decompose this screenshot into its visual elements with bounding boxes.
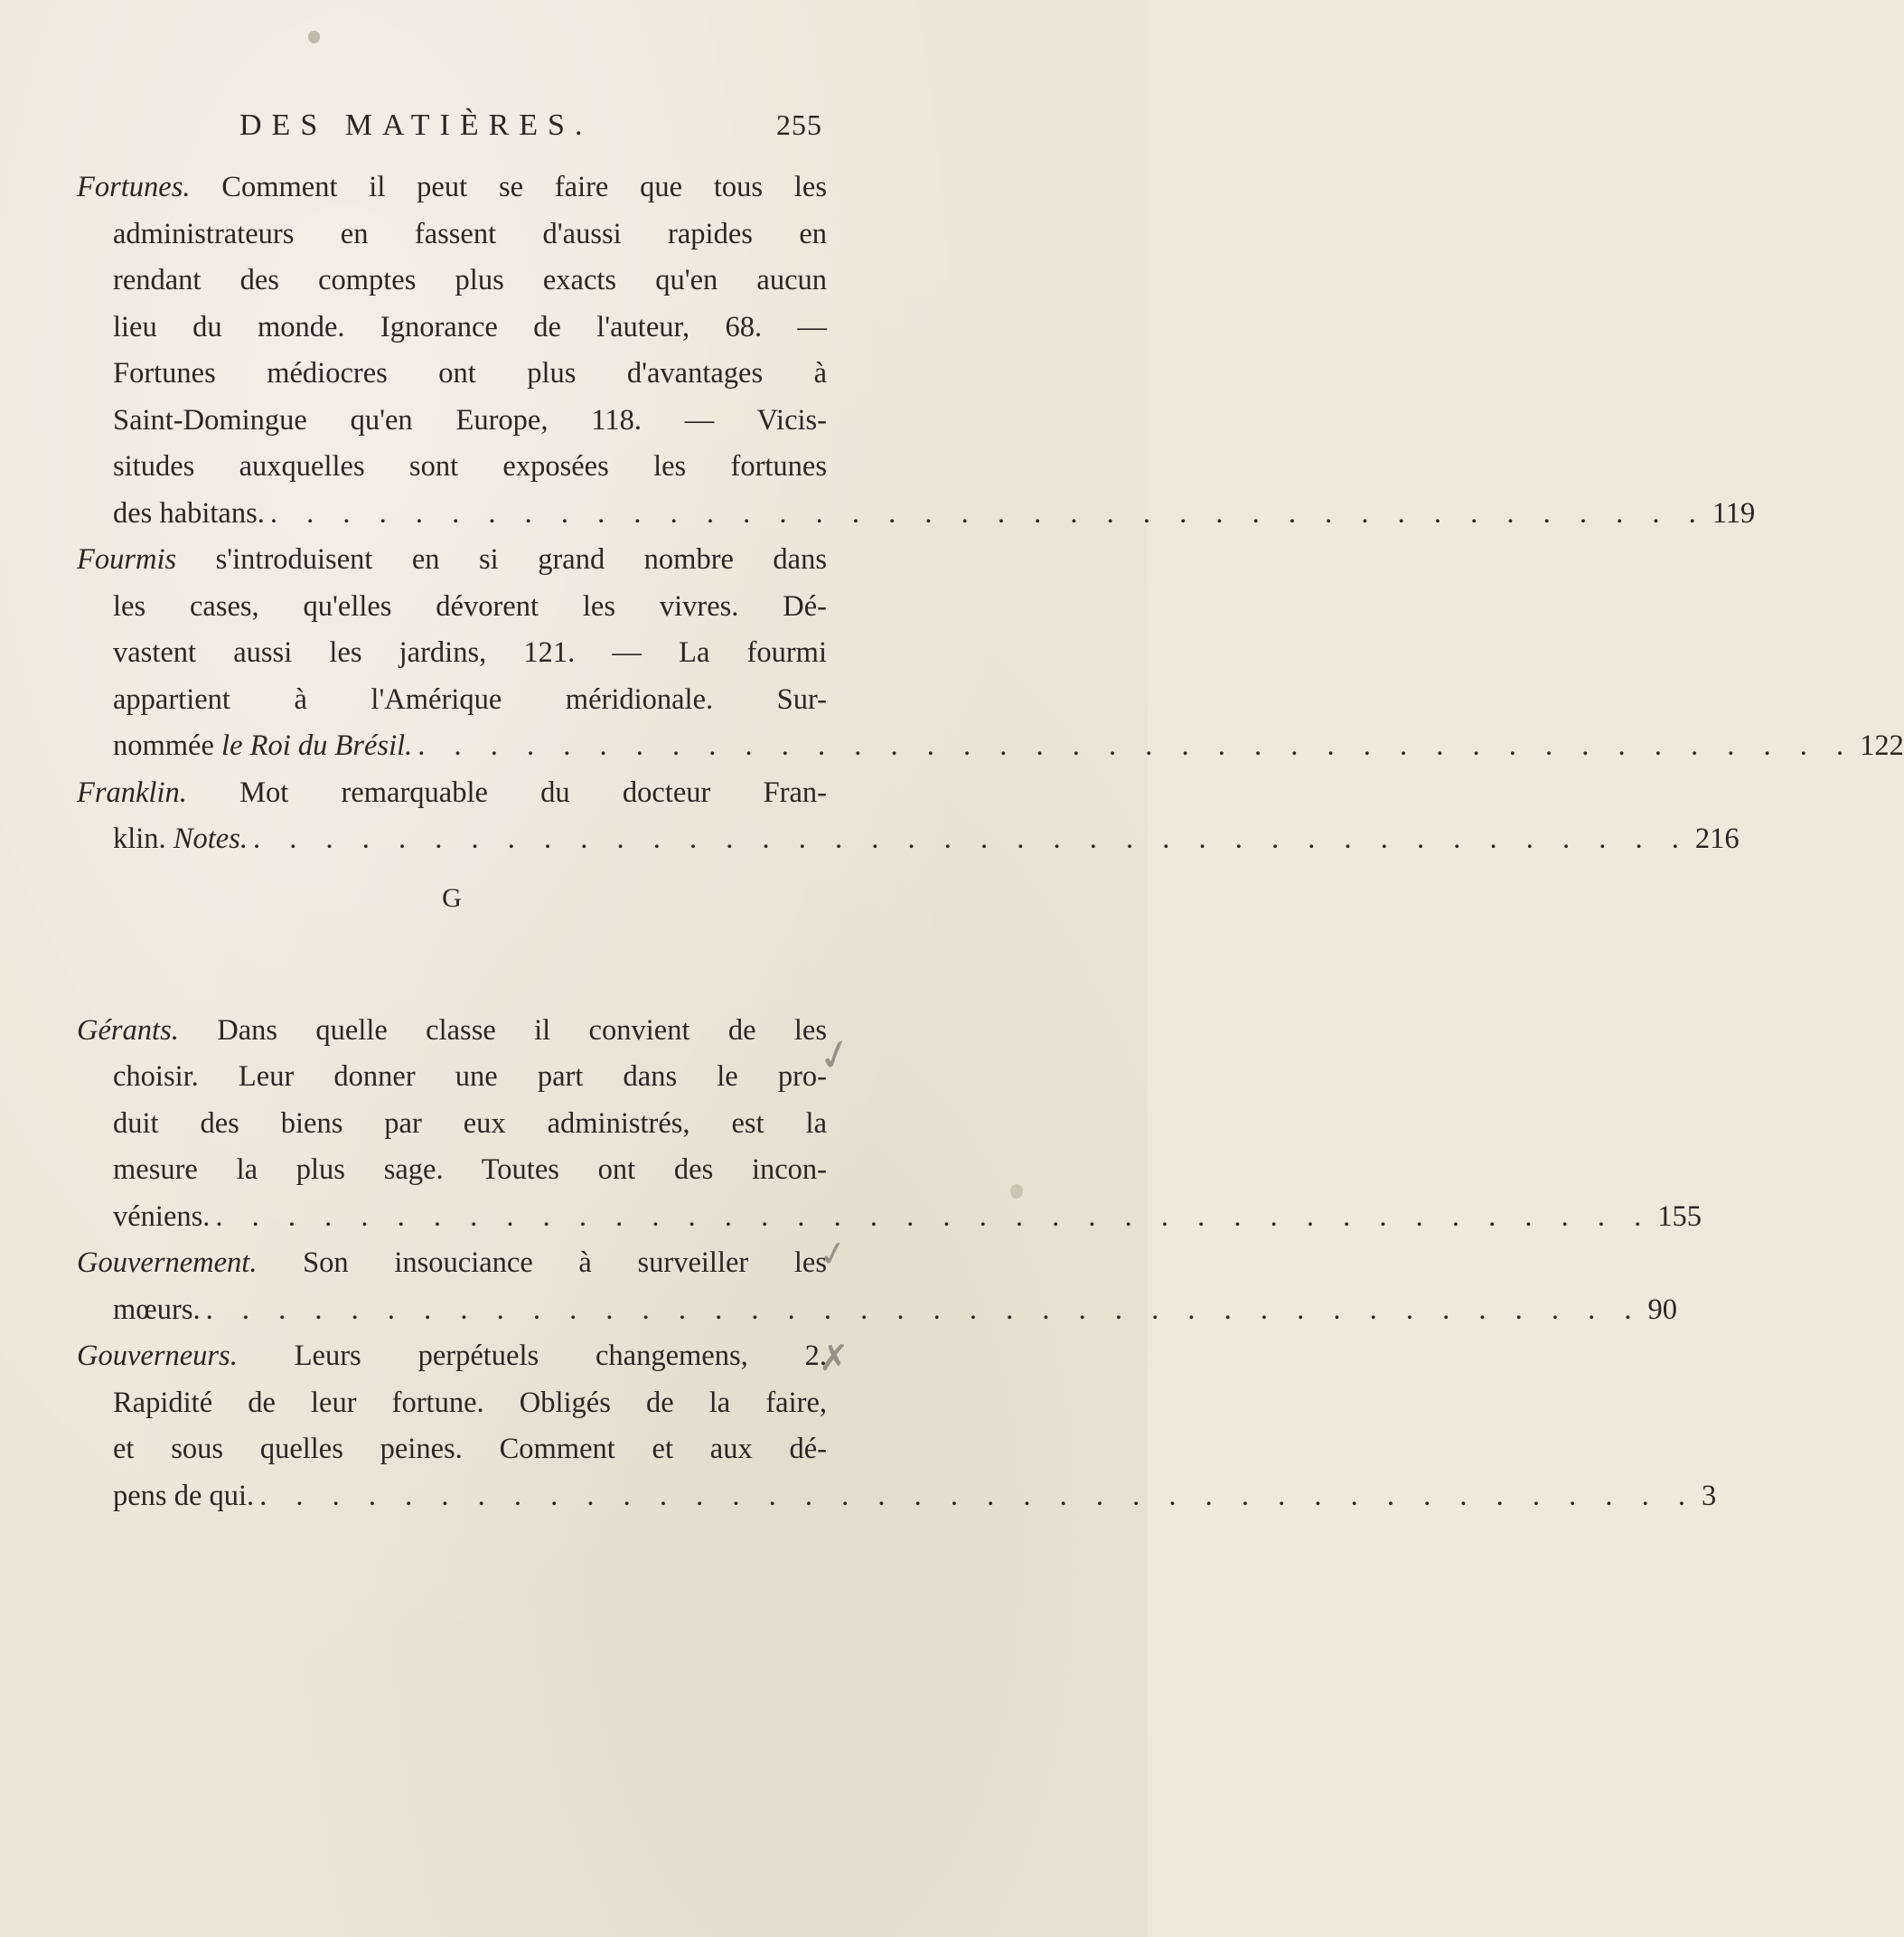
- index-entries-g: [77, 1008, 1717, 1520]
- line-text: [113, 636, 827, 669]
- line-text: [77, 1340, 827, 1372]
- line-text: [113, 1107, 827, 1140]
- index-line: [77, 537, 827, 584]
- entry-text: Saint-Domingue qu'en Europe, 118. — Vicis-: [113, 403, 827, 437]
- line-text: [113, 1153, 827, 1186]
- running-header: [239, 108, 822, 154]
- entry-text: et sous quelles peines. Comment et aux dé-: [113, 1433, 827, 1465]
- section-heading: [77, 863, 827, 1008]
- line-text: [113, 311, 827, 343]
- entry-text: duit des biens par eux administrés, est la: [113, 1106, 827, 1140]
- line-text: [113, 491, 265, 538]
- index-line: [77, 351, 827, 398]
- entry-text: Fortunes médiocres ont plus d'avantages à: [113, 357, 827, 390]
- line-text: [113, 1387, 827, 1419]
- page-reference: 216: [1694, 823, 1740, 855]
- entry-text: mœurs.: [113, 1293, 201, 1326]
- entry-text: nommée: [113, 729, 222, 762]
- entry-text: Rapidité de leur fortune. Obligés de la faire,: [113, 1386, 827, 1419]
- entry-text: Comment il peut se faire que tous les: [190, 171, 827, 203]
- page-reference: 3: [1702, 1479, 1717, 1512]
- index-line: [77, 305, 827, 352]
- entry-text: des habitans.: [113, 496, 265, 530]
- line-text: [113, 1433, 827, 1465]
- entry-text: lieu du monde. Ignorance de l'auteur, 68. —: [113, 310, 827, 343]
- index-line: [77, 444, 827, 491]
- dot-leader: . . . . . . . . . . . . . . . . . . . . . . . . . . . . . . . . . . . . . . . .: [269, 496, 1707, 530]
- line-text: [113, 1194, 210, 1241]
- pencil-x-mark: ✗: [819, 1338, 849, 1379]
- index-body: [77, 165, 1904, 1519]
- entry-headword: Fortunes.: [77, 171, 191, 203]
- line-text: [113, 816, 248, 863]
- pencil-check-mark: ✓: [815, 1231, 851, 1276]
- index-line: [77, 1426, 827, 1473]
- entry-headword: Gouvernement.: [77, 1246, 258, 1279]
- entry-text: Leurs perpétuels changemens, 2.: [237, 1340, 827, 1372]
- index-entries-f: [77, 165, 1904, 863]
- index-line: [77, 723, 1904, 770]
- index-line: [77, 1240, 827, 1287]
- entry-text: Mot remarquable du docteur Fran-: [186, 776, 827, 809]
- entry-text: vastent aussi les jardins, 121. — La fourmi: [113, 636, 827, 669]
- line-text: [113, 723, 412, 770]
- dot-leader: . . . . . . . . . . . . . . . . . . . . . . . . . . . . . . . . . . . . . . . .: [417, 729, 1855, 762]
- line-text: [77, 171, 827, 203]
- index-line: [77, 491, 1756, 538]
- dot-leader: . . . . . . . . . . . . . . . . . . . . . . . . . . . . . . . . . . . . . . . .: [215, 1199, 1653, 1233]
- line-text: [77, 1014, 827, 1047]
- line-text: [113, 218, 827, 250]
- index-line: [77, 1008, 827, 1055]
- index-entry: [77, 165, 1756, 537]
- index-line: [77, 677, 827, 724]
- page-reference: 122: [1860, 729, 1904, 762]
- index-line: [77, 212, 827, 259]
- dot-leader: . . . . . . . . . . . . . . . . . . . . . . . . . . . . . . . . . . . . . . . .: [205, 1293, 1643, 1326]
- entry-headword: Franklin.: [77, 776, 187, 809]
- entry-text: pens de qui.: [113, 1479, 255, 1512]
- index-entry: [77, 1008, 1702, 1241]
- entry-text: situdes auxquelles sont exposées les fortunes: [113, 450, 827, 483]
- index-line: [77, 1054, 827, 1101]
- index-line: [77, 1194, 1702, 1241]
- index-line: [77, 1101, 827, 1148]
- header-title: DES MATIÈRES.: [239, 108, 593, 142]
- index-line: [77, 584, 827, 631]
- entry-italic-text: le Roi du Brésil.: [221, 729, 413, 762]
- entry-text: les cases, qu'elles dévorent les vivres. Dé-: [113, 589, 827, 623]
- line-text: [113, 404, 827, 437]
- index-line: [77, 1380, 827, 1427]
- entry-text: rendant des comptes plus exacts qu'en aucun: [113, 264, 827, 296]
- entry-text: appartient à l'Amérique méridionale. Sur-: [113, 682, 827, 716]
- line-text: [113, 264, 827, 296]
- index-line: [77, 165, 827, 212]
- index-line: [77, 258, 827, 305]
- index-line: [77, 1287, 1677, 1334]
- index-line: [77, 398, 827, 445]
- entry-italic-text: Notes.: [173, 823, 248, 855]
- entry-headword: Fourmis: [77, 543, 177, 576]
- entry-headword: Gouverneurs.: [77, 1340, 238, 1372]
- index-line: [77, 1473, 1717, 1520]
- line-text: [77, 1246, 827, 1279]
- entry-text: Son insouciance à surveiller les: [257, 1246, 827, 1279]
- line-text: [113, 683, 827, 716]
- dot-leader: . . . . . . . . . . . . . . . . . . . . . . . . . . . . . . . . . . . . . . . .: [259, 1479, 1697, 1512]
- entry-headword: Gérants.: [77, 1013, 179, 1047]
- index-entry: [77, 1240, 1677, 1333]
- index-line: [77, 630, 827, 677]
- index-entry: [77, 770, 1740, 863]
- line-text: [77, 776, 827, 809]
- index-entry: [77, 537, 1904, 770]
- page-reference: 90: [1647, 1293, 1677, 1326]
- pencil-check-mark: ✓: [811, 1026, 858, 1084]
- page-number: 255: [776, 108, 822, 141]
- page-reference: 155: [1657, 1199, 1702, 1233]
- entry-text: Dans quelle classe il convient de les: [178, 1013, 827, 1047]
- index-entry: [77, 1333, 1717, 1519]
- line-text: [113, 357, 827, 390]
- entry-text: choisir. Leur donner une part dans le pro-: [113, 1060, 827, 1093]
- line-text: [113, 450, 827, 483]
- entry-text: klin.: [113, 823, 174, 855]
- line-text: [113, 1060, 827, 1093]
- section-letter: G: [442, 882, 462, 913]
- index-line: [77, 1333, 827, 1380]
- index-line: [77, 816, 1740, 863]
- ink-spot: [308, 31, 320, 43]
- entry-text: mesure la plus sage. Toutes ont des incon-: [113, 1153, 827, 1186]
- line-text: [113, 1473, 254, 1520]
- entry-text: véniens.: [113, 1199, 211, 1233]
- dot-leader: . . . . . . . . . . . . . . . . . . . . . . . . . . . . . . . . . . . . . . . .: [252, 823, 1690, 855]
- line-text: [113, 590, 827, 623]
- index-line: [77, 1147, 827, 1194]
- line-text: [113, 1287, 201, 1334]
- page-reference: 119: [1712, 496, 1756, 530]
- line-text: [77, 543, 827, 576]
- entry-text: s'introduisent en si grand nombre dans: [176, 543, 827, 576]
- index-line: [77, 770, 827, 817]
- entry-text: administrateurs en fassent d'aussi rapides en: [113, 217, 827, 250]
